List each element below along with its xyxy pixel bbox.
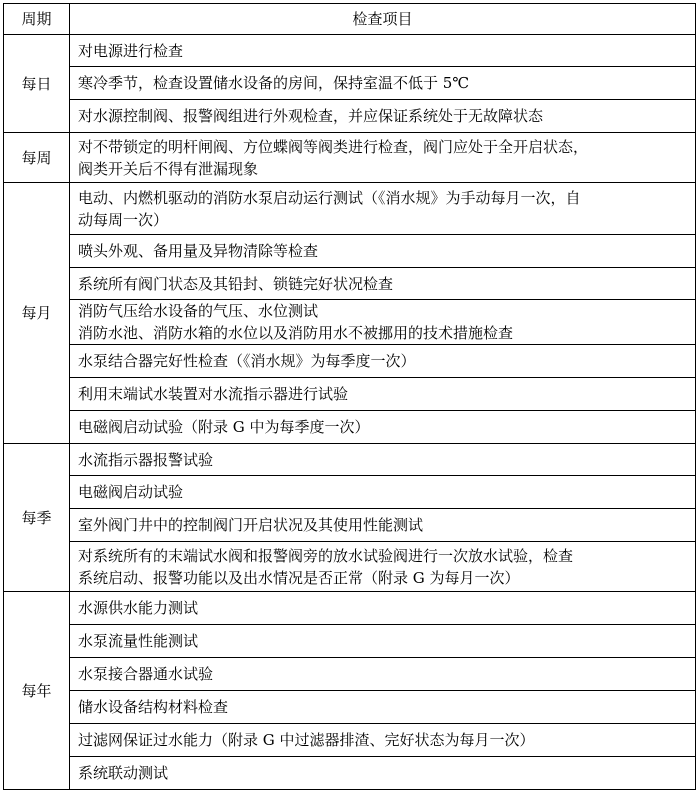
period-cell: 每季: [4, 444, 70, 592]
check-item-cell: [70, 542, 696, 592]
check-item-text: 水泵接合器通水试验: [78, 665, 214, 683]
check-item-text: 电动、内燃机驱动的消防水泵启动运行测试（《消水规》为手动每月一次，自: [78, 188, 581, 207]
item-column-header: 检查项目: [70, 4, 696, 35]
header-row: [4, 4, 696, 35]
check-item-cell: [70, 100, 696, 133]
table-row: [4, 691, 696, 724]
check-item-cell: [70, 592, 696, 625]
table-row: [4, 235, 696, 268]
period-cell: 每周: [4, 133, 70, 183]
table-row: [4, 476, 696, 509]
table-row: [4, 35, 696, 67]
table-row: [4, 757, 696, 790]
check-item-text: 电磁阀启动试验（附录 G 中为每季度一次）: [78, 418, 370, 436]
check-item-cell: [70, 724, 696, 757]
check-item-text: 消防水池、消防水箱的水位以及消防用水不被挪用的技术措施检查: [78, 324, 514, 342]
check-item-cell: [70, 133, 696, 183]
check-item-text: 对系统所有的末端试水阀和报警阀旁的放水试验阀进行一次放水试验，检查: [78, 546, 574, 565]
check-item-cell: [70, 411, 696, 444]
check-item-cell: [70, 67, 696, 100]
check-item-cell: [70, 625, 696, 658]
check-item-cell: [70, 300, 696, 345]
check-item-text: 系统所有阀门状态及其铅封、锁链完好状况检查: [78, 274, 394, 293]
table-row: [4, 444, 696, 476]
period-cell: 每年: [4, 592, 70, 790]
check-item-cell: [70, 476, 696, 509]
period-cell: 每月: [4, 183, 70, 444]
check-item-text: 储水设备结构材料检查: [78, 698, 229, 716]
table-row: [4, 268, 696, 300]
check-item-text: 喷头外观、备用量及异物清除等检查: [78, 242, 319, 260]
check-item-cell: [70, 183, 696, 235]
check-item-text: 过滤网保证过水能力（附录 G 中过滤器排渣、完好状态为每月一次）: [78, 731, 535, 749]
table-row: [4, 724, 696, 757]
check-item-text: 寒冷季节，检查设置储水设备的房间，保持室温不低于 5℃: [78, 74, 470, 92]
check-item-cell: [70, 444, 696, 476]
table-row: [4, 592, 696, 625]
check-item-cell: [70, 378, 696, 411]
check-item-text: 电磁阀启动试验: [78, 483, 184, 501]
table-row: [4, 183, 696, 235]
period-cell: 每日: [4, 35, 70, 133]
check-item-cell: [70, 691, 696, 724]
check-item-text: 对电源进行检查: [78, 41, 184, 60]
table-row: [4, 509, 696, 542]
check-item-text: 动每周一次）: [78, 210, 169, 229]
check-item-cell: [70, 268, 696, 300]
inspection-table: [3, 3, 696, 790]
check-item-text: 消防气压给水设备的气压、水位测试: [78, 302, 319, 320]
table-row: [4, 100, 696, 133]
period-column-header: 周期: [4, 4, 70, 35]
check-item-text: 室外阀门井中的控制阀门开启状况及其使用性能测试: [78, 516, 424, 534]
table-row: [4, 67, 696, 100]
check-item-text: 水流指示器报警试验: [78, 450, 214, 469]
check-item-text: 水泵流量性能测试: [78, 632, 199, 650]
table-row: [4, 300, 696, 345]
table-row: [4, 133, 696, 183]
check-item-text: 系统启动、报警功能以及出水情况是否正常（附录 G 为每月一次）: [78, 568, 520, 587]
check-item-cell: [70, 35, 696, 67]
check-item-text: 对水源控制阀、报警阀组进行外观检查，并应保证系统处于无故障状态: [78, 107, 544, 125]
check-item-text: 水源供水能力测试: [78, 599, 199, 617]
table-row: [4, 378, 696, 411]
check-item-cell: [70, 235, 696, 268]
table-row: [4, 542, 696, 592]
table-row: [4, 345, 696, 378]
table-row: [4, 625, 696, 658]
table-row: [4, 411, 696, 444]
check-item-text: 对不带锁定的明杆闸阀、方位蝶阀等阀类进行检查，阀门应处于全开启状态，: [78, 137, 589, 156]
check-item-text: 水泵结合器完好性检查（《消水规》为每季度一次）: [78, 352, 416, 370]
table-body: [4, 35, 696, 790]
check-item-cell: [70, 658, 696, 691]
check-item-cell: [70, 757, 696, 790]
check-item-text: 利用末端试水装置对水流指示器进行试验: [78, 385, 349, 403]
table-row: [4, 658, 696, 691]
check-item-text: 系统联动测试: [78, 764, 169, 782]
check-item-text: 阀类开关后不得有泄漏现象: [78, 159, 259, 178]
check-item-cell: [70, 509, 696, 542]
check-item-cell: [70, 345, 696, 378]
